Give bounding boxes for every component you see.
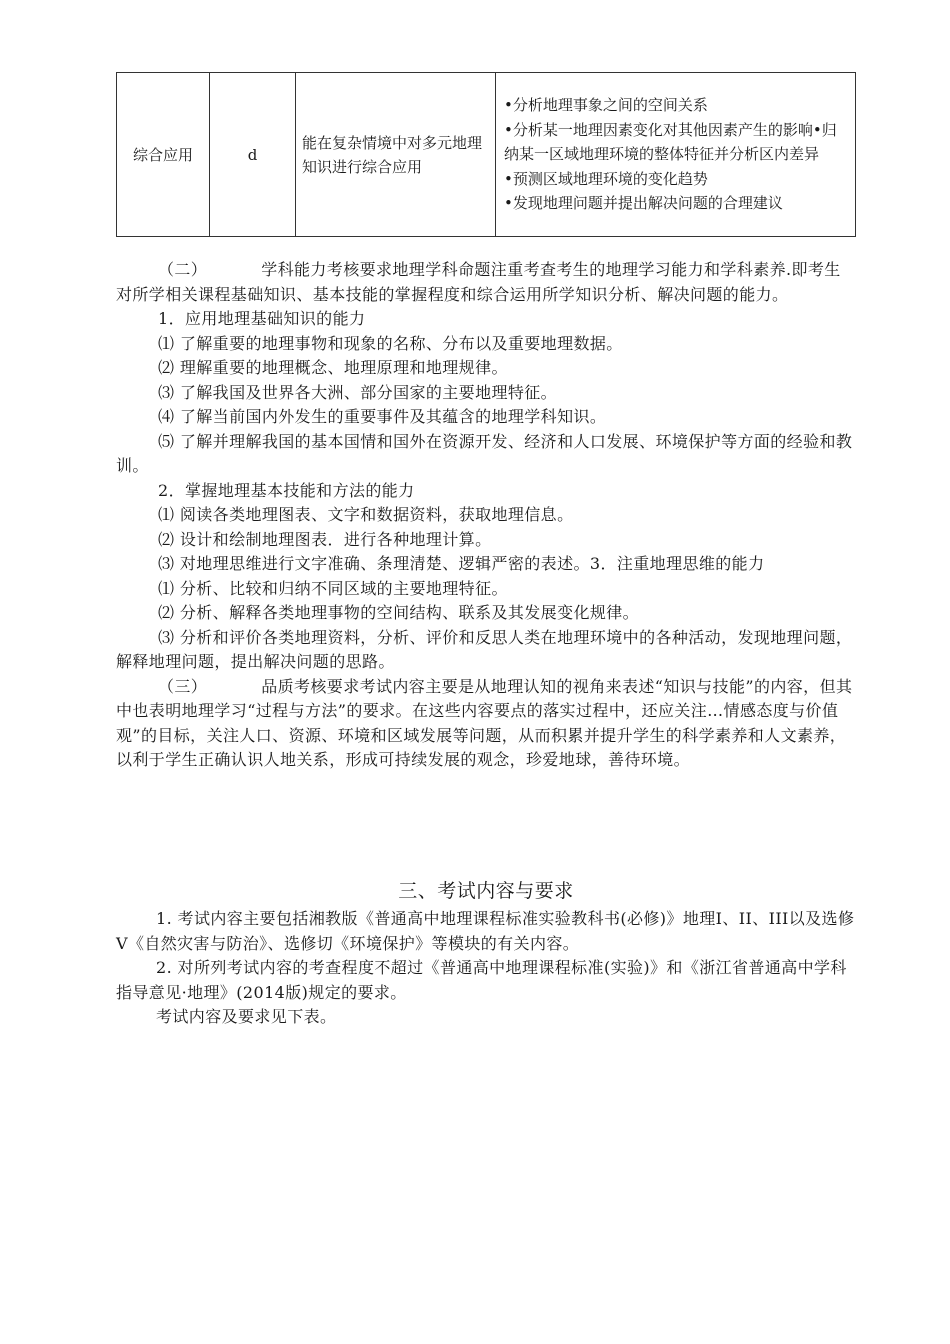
category-cell [117, 73, 210, 237]
subsection-title: 1．应用地理基础知识的能力 [158, 309, 366, 328]
ability-heading-paragraph [116, 258, 856, 307]
list-item: ⑵ 设计和绘制地理图表．进行各种地理计算。 [158, 529, 492, 549]
section3-body [116, 907, 856, 1030]
list-item: ⑵ 理解重要的地理概念、地理原理和地理规律。 [158, 358, 508, 377]
list-item: ⑵ 分析、解释各类地理事物的空间结构、联系及其发展变化规律。 [158, 603, 640, 622]
list-item: ⑶ 对地理思维进行文字准确、条理清楚、逻辑严密的表述。3．注重地理思维的能力 [158, 554, 765, 573]
quality-heading-text: 品质考核要求考试内容主要是从地理认知的视角来表述“知识与技能”的内容，但其中也表明地理学习“过程与方法”的要求。在这些内容要点的落实过程中，还应关注…情感态度与价值观”的目标，关注人口、资源、环境和区域发展等问题，从而积累并提升学生的科学素养和人文素养，以利于学生正确认识人地关系，形成可持续发展的观念，珍爱地球，善待环境。 [116, 676, 853, 769]
ability-section [116, 258, 856, 773]
table-row [117, 73, 856, 237]
quality-heading-paragraph [116, 675, 856, 773]
list-item: •分析某一地理因素变化对其他因素产生的影响•归纳某一区域地理环境的整体特征并分析区内差异 [504, 120, 837, 164]
section3-paragraph-3: 考试内容及要求见下表。 [156, 1007, 337, 1026]
requirement-table [116, 72, 856, 237]
list-item: ⑶ 分析和评价各类地理资料，分析、评价和反思人类在地理环境中的各种活动，发现地理问题，解释地理问题，提出解决问题的思路。 [116, 627, 853, 671]
items-cell [496, 73, 856, 237]
ability-heading-text: 学科能力考核要求地理学科命题注重考查考生的地理学习能力和学科素养.即考生对所学相关课程基础知识、基本技能的掌握程度和综合运用所学知识分析、解决问题的能力。 [116, 260, 841, 304]
ability-heading-number: （二） [158, 260, 208, 279]
list-item: ⑴ 阅读各类地理图表、文字和数据资料，获取地理信息。 [158, 505, 574, 524]
list-item: •分析地理事象之间的空间关系 [504, 96, 708, 115]
list-item: ⑸ 了解并理解我国的基本国情和国外在资源开发、经济和人口发展、环境保护等方面的经验和教训。 [116, 431, 853, 475]
section3-paragraph-2: 2. 对所列考试内容的考查程度不超过《普通高中地理课程标准(实验)》和《浙江省普通高中学科指导意见·地理》(2014版)规定的要求。 [116, 958, 847, 1002]
list-item: •发现地理问题并提出解决问题的合理建议 [504, 194, 783, 213]
section-title: 三、考试内容与要求 [398, 880, 574, 902]
section3-paragraph-1: 1. 考试内容主要包括湘教版《普通高中地理课程标准实验教科书(必修)》地理Ⅰ、II、III以及选修Ⅴ《自然灾害与防治》、选修切《环境保护》等模块的有关内容。 [116, 909, 855, 953]
description-cell [296, 73, 496, 237]
quality-heading-number: （三） [158, 676, 208, 696]
level-cell [210, 73, 296, 237]
category-text: 综合应用 [132, 146, 193, 164]
list-item: ⑷ 了解当前国内外发生的重要事件及其蕴含的地理学科知识。 [158, 407, 607, 426]
list-item: ⑶ 了解我国及世界各大洲、部分国家的主要地理特征。 [158, 382, 558, 402]
list-item: •预测区域地理环境的变化趋势 [504, 169, 708, 188]
list-item: ⑴ 了解重要的地理事物和现象的名称、分布以及重要地理数据。 [158, 333, 623, 353]
level-text: d [247, 145, 258, 164]
description-text: 能在复杂情境中对多元地理知识进行综合应用 [302, 133, 483, 176]
subsection-title: 2．掌握地理基本技能和方法的能力 [158, 480, 415, 500]
list-item: ⑴ 分析、比较和归纳不同区域的主要地理特征。 [158, 578, 508, 598]
